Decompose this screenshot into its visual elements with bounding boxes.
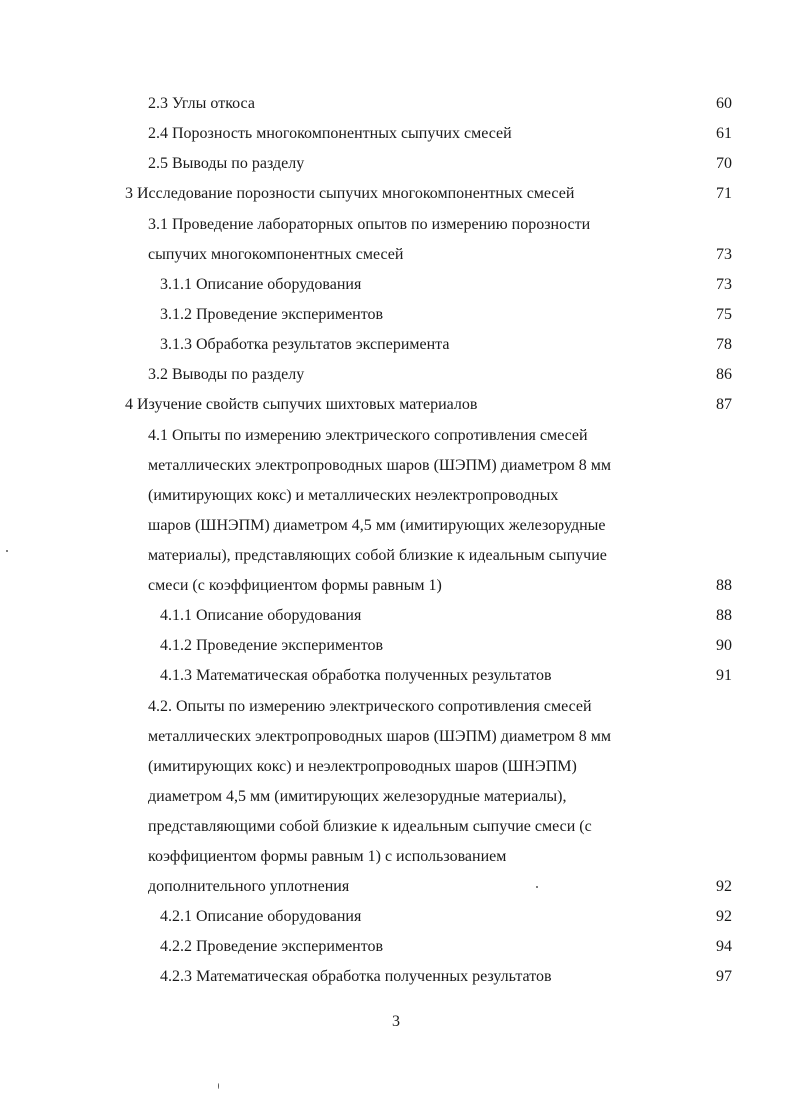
toc-entry-text: представляющими собой близкие к идеальным сыпучие смеси (с — [148, 818, 592, 835]
toc-entry-page: 90 — [716, 637, 732, 654]
toc-entry-page: 75 — [716, 306, 732, 323]
toc-entry-text: 4.1.1 Описание оборудования — [160, 607, 362, 624]
toc-entry-text: 4.1.3 Математическая обработка полученных результатов — [160, 667, 552, 684]
toc-entry-page: 88 — [716, 607, 732, 624]
toc-entry-page: 61 — [716, 125, 732, 142]
toc-entry-text: смеси (с коэффициентом формы равным 1) — [148, 577, 442, 594]
toc-entry-text: 3 Исследование порозности сыпучих многокомпонентных смесей — [125, 185, 575, 202]
scan-speck — [536, 886, 538, 888]
toc-entry-text: сыпучих многокомпонентных смесей — [148, 246, 404, 263]
toc-entry-page: 92 — [716, 908, 732, 925]
toc-entry-page: 70 — [716, 155, 732, 172]
toc-entry-text: 4.1.2 Проведение экспериментов — [160, 637, 384, 654]
toc-entry-text: 3.1.2 Проведение экспериментов — [160, 306, 384, 323]
toc-entry-text: 4.2.2 Проведение экспериментов — [160, 938, 384, 955]
toc-entry-text: 4.2.3 Математическая обработка полученных результатов — [160, 968, 552, 985]
toc-entry-text: металлических электропроводных шаров (ШЭПМ) диаметром 8 мм — [148, 728, 611, 745]
page-number: 3 — [392, 1013, 400, 1030]
toc-entry-text: 3.1 Проведение лабораторных опытов по измерению порозности — [148, 216, 591, 233]
scan-speck — [6, 550, 8, 552]
toc-entry-page: 60 — [716, 95, 732, 112]
toc-entry-text: 2.4 Порозность многокомпонентных сыпучих смесей — [148, 125, 512, 142]
scan-speck — [218, 1083, 219, 1089]
toc-entry-page: 94 — [716, 938, 732, 955]
toc-entry-text: 3.2 Выводы по разделу — [148, 366, 305, 383]
toc-entry-text: коэффициентом формы равным 1) с использованием — [148, 848, 507, 865]
toc-entry-page: 73 — [716, 276, 732, 293]
toc-entry-text: шаров (ШНЭПМ) диаметром 4,5 мм (имитирующих железорудные — [148, 517, 606, 534]
toc-entry-page: 87 — [716, 396, 732, 413]
toc-entry-text: 4.2. Опыты по измерению электрического сопротивления смесей — [148, 698, 592, 715]
toc-entry-page: 73 — [716, 246, 732, 263]
toc-entry-text: 4.2.1 Описание оборудования — [160, 908, 362, 925]
toc-entry-text: 3.1.3 Обработка результатов эксперимента — [160, 336, 450, 353]
toc-entry-page: 92 — [716, 878, 732, 895]
toc-entry-text: 3.1.1 Описание оборудования — [160, 276, 362, 293]
toc-entry-text: дополнительного уплотнения — [148, 878, 350, 895]
toc-entry-text: (имитирующих кокс) и металлических неэлектропроводных — [148, 487, 559, 504]
toc-entry-text: 2.3 Углы откоса — [148, 95, 255, 112]
toc-entry-text: металлических электропроводных шаров (ШЭПМ) диаметром 8 мм — [148, 457, 611, 474]
toc-entry-text: 2.5 Выводы по разделу — [148, 155, 305, 172]
toc-entry-text: диаметром 4,5 мм (имитирующих железорудные материалы), — [148, 788, 567, 805]
toc-entry-page: 78 — [716, 336, 732, 353]
toc-entry-text: материалы), представляющих собой близкие к идеальным сыпучие — [148, 547, 607, 564]
toc-entry-text: 4 Изучение свойств сыпучих шихтовых материалов — [125, 396, 478, 413]
toc-entry-page: 91 — [716, 667, 732, 684]
toc-entry-page: 86 — [716, 366, 732, 383]
toc-entry-text: (имитирующих кокс) и неэлектропроводных шаров (ШНЭПМ) — [148, 758, 577, 775]
toc-entry-page: 88 — [716, 577, 732, 594]
toc-entry-text: 4.1 Опыты по измерению электрического сопротивления смесей — [148, 427, 588, 444]
toc-entry-page: 97 — [716, 968, 732, 985]
toc-entry-page: 71 — [716, 185, 732, 202]
